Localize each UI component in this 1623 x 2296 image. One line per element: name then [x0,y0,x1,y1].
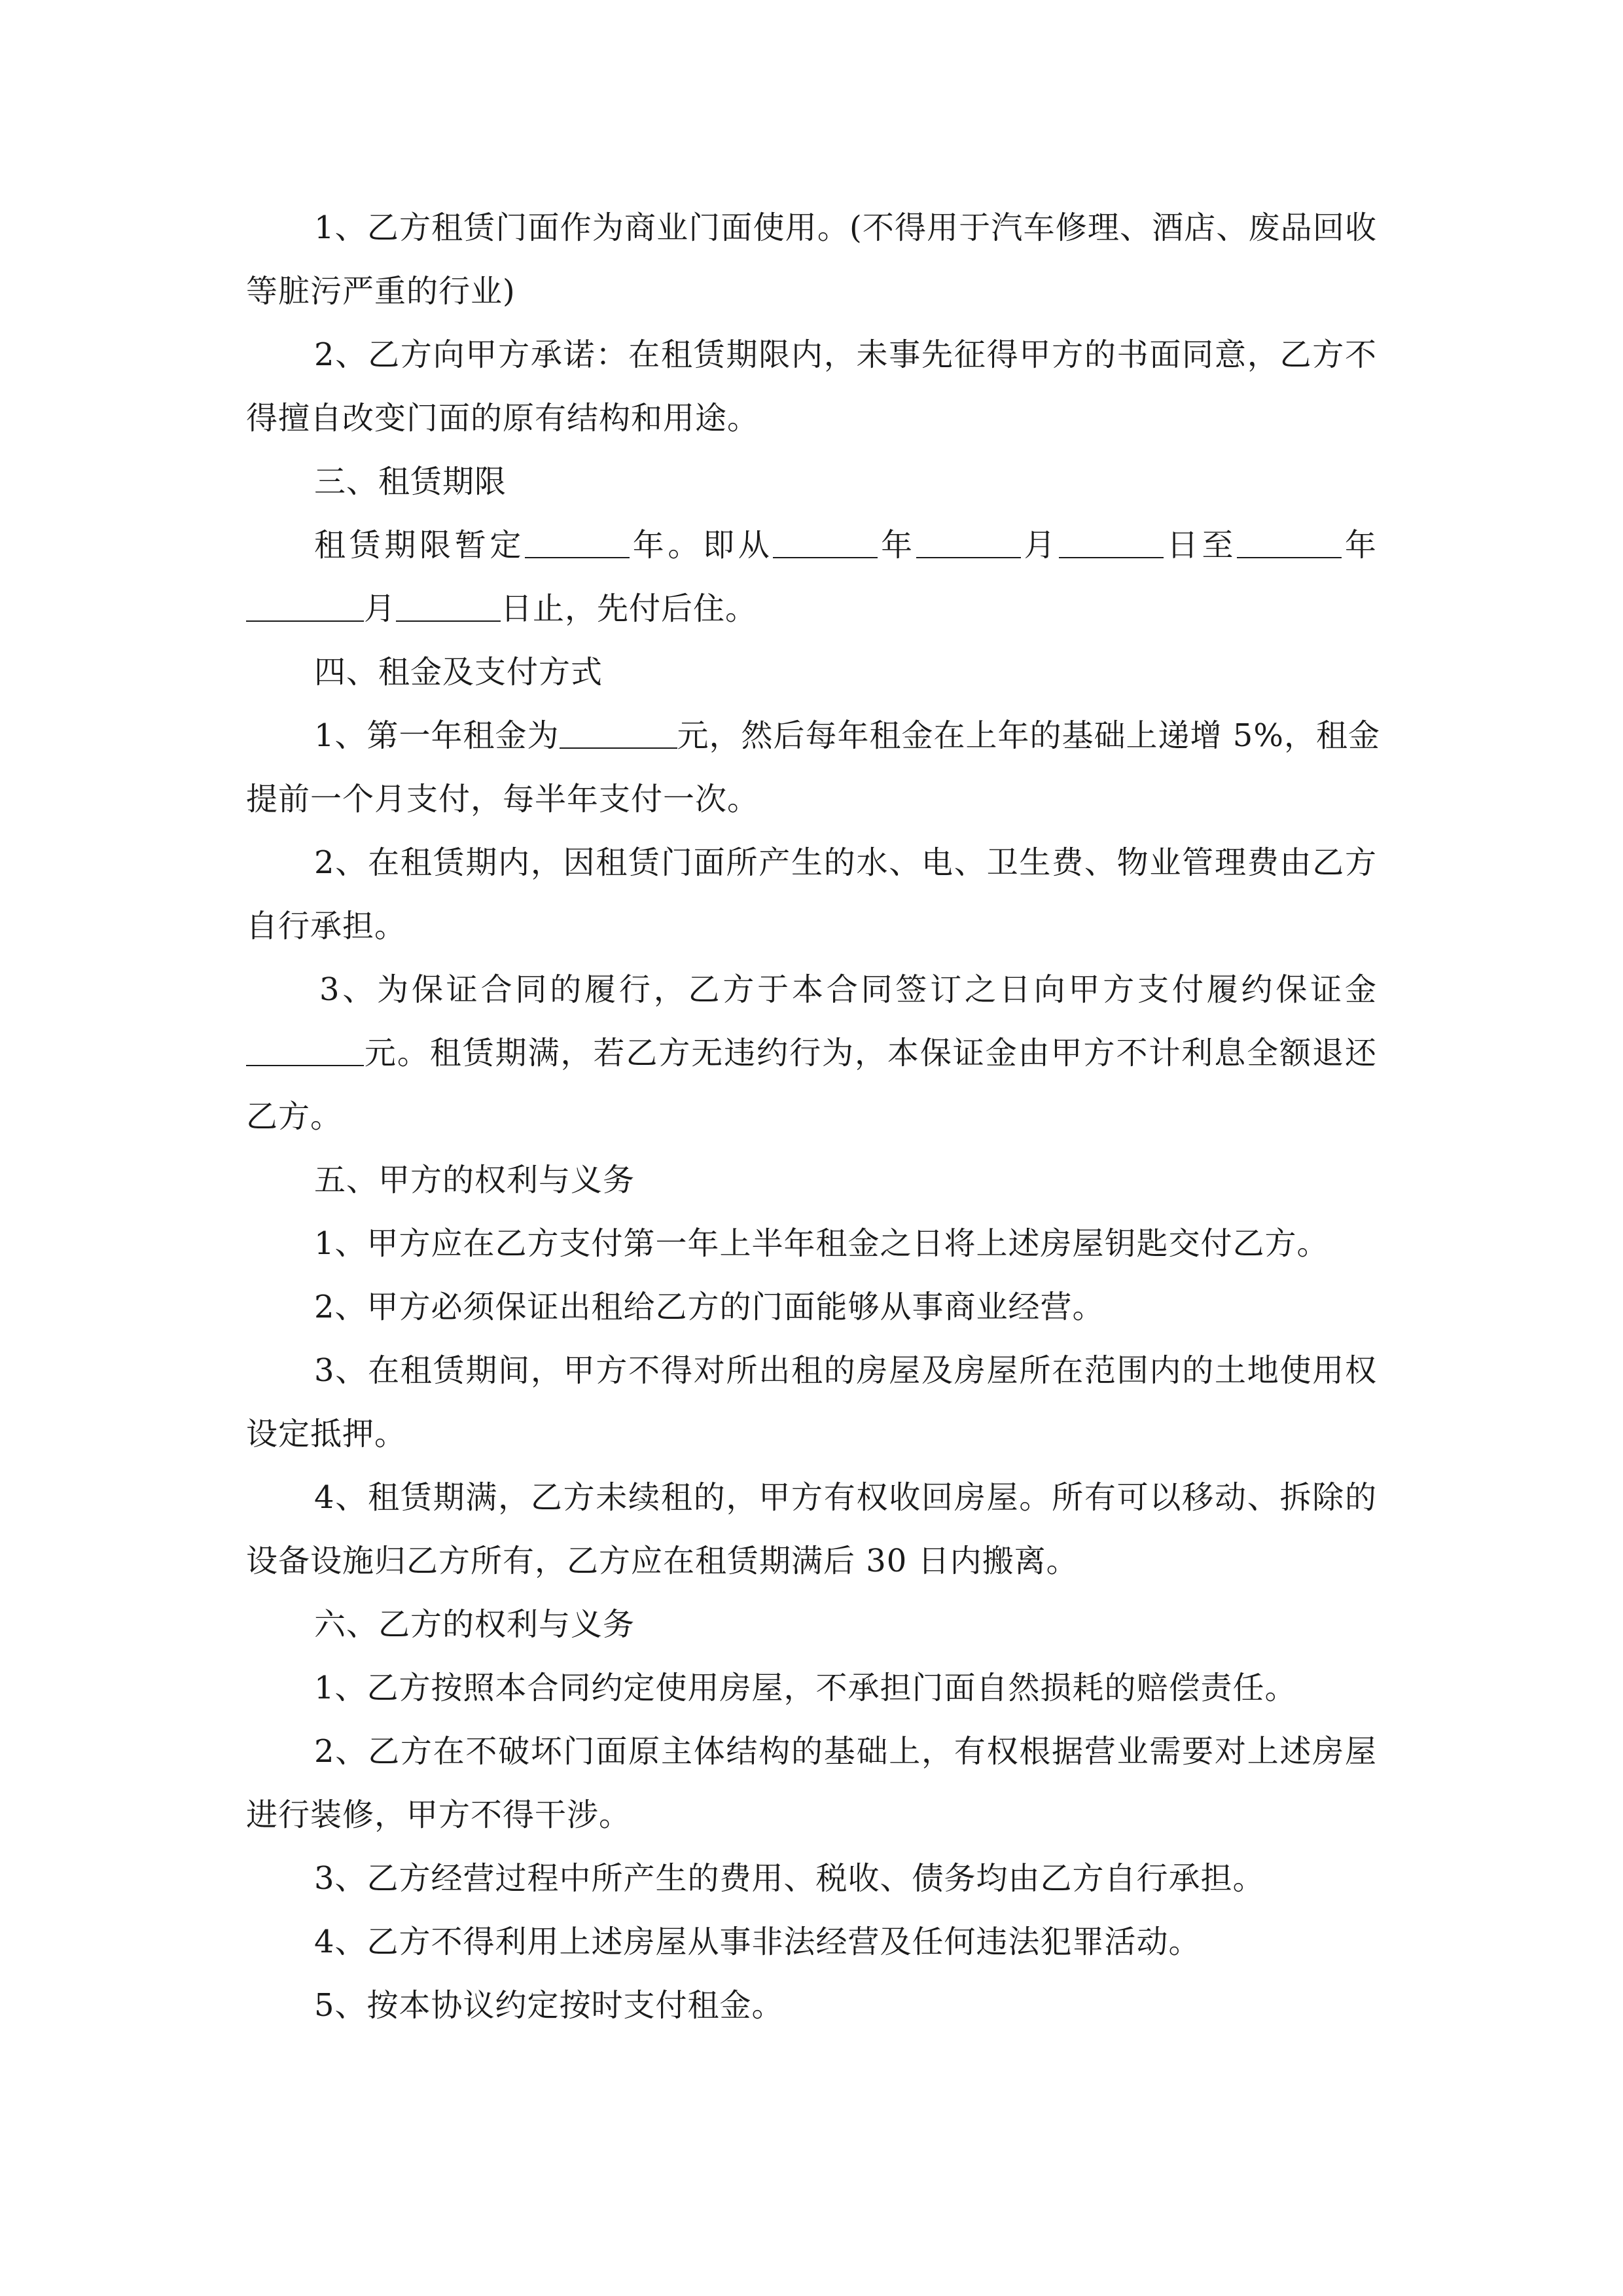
start-year-blank [773,528,878,558]
usage-clause-1-line-1: 1、乙方租赁门面作为商业门面使用。(不得用于汽车修理、酒店、废品回收 [314,209,1377,246]
end-day-blank [396,592,501,622]
party-a-clause-1: 1、甲方应在乙方支付第一年上半年租金之日将上述房屋钥匙交付乙方。 [314,1225,1329,1262]
party-a-clause-4-line-1: 4、租赁期满，乙方未续租的，甲方有权收回房屋。所有可以移动、拆除的 [314,1479,1377,1516]
party-a-clause-3-line-1: 3、在租赁期间，甲方不得对所出租的房屋及房屋所在范围内的土地使用权 [314,1352,1377,1389]
term-years-blank [525,528,630,558]
start-day-label: 日至 [1164,527,1238,564]
rent-clause-2-line-2: 自行承担。 [246,908,407,944]
rent-clause-3-line-2 [246,1022,1377,1085]
rent-3-text: 元。租赁期满，若乙方无违约行为，本保证金由甲方不计利息全额退还 [364,1035,1377,1071]
party-b-clause-1: 1、乙方按照本合同约定使用房屋，不承担门面自然损耗的赔偿责任。 [314,1670,1297,1706]
start-day-blank [1059,528,1164,558]
usage-clause-2-line-1: 2、乙方向甲方承诺：在租赁期限内，未事先征得甲方的书面同意，乙方不 [314,336,1377,373]
rent-clause-3-line-1: 3、为保证合同的履行，乙方于本合同签订之日向甲方支付履约保证金 [319,971,1377,1008]
rent-heading: 四、租金及支付方式 [314,654,603,691]
rent-1-suffix: 元，然后每年租金在上年的基础上递增 5%，租金 [677,717,1380,754]
rent-clause-2-line-1: 2、在租赁期内，因租赁门面所产生的水、电、卫生费、物业管理费由乙方 [314,844,1377,881]
party-a-heading: 五、甲方的权利与义务 [314,1162,635,1198]
contract-page [246,196,1380,2037]
rent-clause-1-line-1 [246,704,1380,768]
deposit-blank [246,1036,364,1066]
term-line-2 [246,577,1377,641]
rent-1-prefix: 1、第一年租金为 [314,717,560,754]
party-b-clause-5: 5、按本协议约定按时支付租金。 [314,1987,784,2024]
term-line-1 [246,514,1377,577]
term-prefix: 租赁期限暂定 [314,527,526,564]
end-month-label: 月 [364,590,397,627]
start-month-label: 月 [1020,527,1060,564]
start-month-blank [916,528,1021,558]
end-year-blank [1237,528,1342,558]
party-b-clause-3: 3、乙方经营过程中所产生的费用、税收、债务均由乙方自行承担。 [314,1860,1265,1897]
end-day-label: 日止，先付后住。 [501,590,758,627]
party-a-clause-3-line-2: 设定抵押。 [246,1416,407,1452]
first-year-rent-blank [560,719,677,749]
party-b-clause-2-line-1: 2、乙方在不破坏门面原主体结构的基础上，有权根据营业需要对上述房屋 [314,1733,1377,1770]
party-a-clause-4-line-2: 设备设施归乙方所有，乙方应在租赁期满后 30 日内搬离。 [246,1543,1079,1579]
term-year-label: 年。即从 [630,527,774,564]
usage-clause-2-line-2: 得擅自改变门面的原有结构和用途。 [246,400,760,437]
term-heading: 三、租赁期限 [314,463,507,500]
start-year-label: 年 [878,527,916,564]
end-month-blank [246,592,364,622]
rent-clause-3-line-3: 乙方。 [246,1098,343,1135]
usage-clause-1-line-2: 等脏污严重的行业) [246,273,516,310]
party-b-heading: 六、乙方的权利与义务 [314,1606,635,1643]
rent-clause-1-line-2: 提前一个月支付，每半年支付一次。 [246,781,760,817]
end-year-label: 年 [1342,527,1377,564]
party-b-clause-4: 4、乙方不得利用上述房屋从事非法经营及任何违法犯罪活动。 [314,1924,1201,1960]
party-b-clause-2-line-2: 进行装修，甲方不得干涉。 [246,1797,632,1833]
party-a-clause-2: 2、甲方必须保证出租给乙方的门面能够从事商业经营。 [314,1289,1105,1325]
